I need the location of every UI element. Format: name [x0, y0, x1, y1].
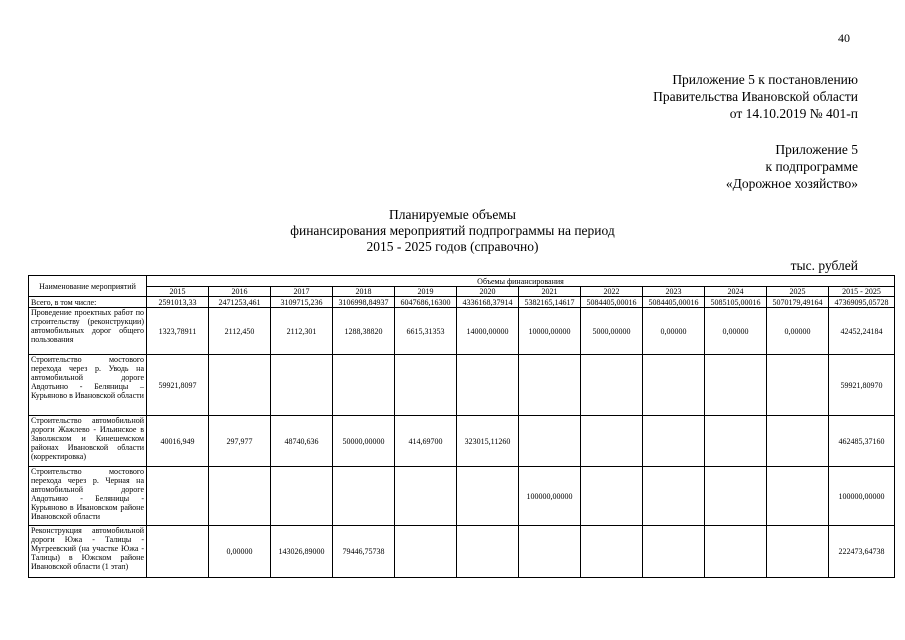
value-cell: 5084405,00016: [643, 297, 705, 308]
value-cell: 59921,80970: [829, 355, 895, 416]
appendix-subprogram-line2: к подпрограмме: [765, 159, 858, 174]
row-name: Строительство мостового перехода через р. Черная на автомобильной дороге Авдотьино - Беляницы - Курьяново в Ивановском районе Ивановской области: [29, 467, 147, 526]
table-row: [29, 526, 895, 578]
value-cell: [581, 416, 643, 467]
value-cell: [457, 467, 519, 526]
value-cell: 1323,78911: [147, 308, 209, 355]
value-cell: [209, 467, 271, 526]
page-number: 40: [838, 31, 850, 45]
value-cell: [395, 467, 457, 526]
value-cell: [209, 355, 271, 416]
header-year: 2020: [457, 287, 519, 297]
header-year: 2025: [767, 287, 829, 297]
value-cell: 0,00000: [209, 526, 271, 578]
header-year: 2021: [519, 287, 581, 297]
appendix-subprogram-block: [726, 141, 858, 192]
value-cell: [519, 355, 581, 416]
value-cell: 5085105,00016: [705, 297, 767, 308]
value-cell: [767, 416, 829, 467]
value-cell: [705, 416, 767, 467]
value-cell: [705, 467, 767, 526]
value-cell: [581, 526, 643, 578]
table-row: [29, 416, 895, 467]
value-cell: 42452,24184: [829, 308, 895, 355]
value-cell: [395, 526, 457, 578]
value-cell: 1288,38820: [333, 308, 395, 355]
value-cell: 100000,00000: [829, 467, 895, 526]
value-cell: [643, 416, 705, 467]
title-line2: финансирования мероприятий подпрограммы на период: [290, 223, 615, 238]
header-name: Наименование мероприятий: [29, 276, 147, 297]
row-name: Строительство мостового перехода через р. Уводь на автомобильной дороге Авдотьино - Беляницы – Курьяново в Ивановской области: [29, 355, 147, 416]
value-cell: 2112,450: [209, 308, 271, 355]
value-cell: 0,00000: [705, 308, 767, 355]
value-cell: [395, 355, 457, 416]
value-cell: [767, 467, 829, 526]
header-year: 2018: [333, 287, 395, 297]
table-row-total: [29, 297, 895, 308]
value-cell: [767, 355, 829, 416]
value-cell: 5000,00000: [581, 308, 643, 355]
header-year: 2015 - 2025: [829, 287, 895, 297]
document-title: [0, 207, 905, 255]
table-row: [29, 355, 895, 416]
header-years-row: [29, 287, 895, 297]
value-cell: [643, 467, 705, 526]
value-cell: 5382165,14617: [519, 297, 581, 308]
table-row: [29, 308, 895, 355]
value-cell: 3106998,84937: [333, 297, 395, 308]
value-cell: 462485,37160: [829, 416, 895, 467]
value-cell: [333, 355, 395, 416]
value-cell: [147, 467, 209, 526]
table-row: [29, 467, 895, 526]
financing-table: [28, 275, 895, 578]
value-cell: [457, 355, 519, 416]
appendix-subprogram-line3: «Дорожное хозяйство»: [725, 176, 858, 191]
value-cell: 297,977: [209, 416, 271, 467]
value-cell: [519, 526, 581, 578]
value-cell: 2112,301: [271, 308, 333, 355]
value-cell: [333, 467, 395, 526]
value-cell: 10000,00000: [519, 308, 581, 355]
value-cell: 222473,64738: [829, 526, 895, 578]
value-cell: 2471253,461: [209, 297, 271, 308]
value-cell: 5084405,00016: [581, 297, 643, 308]
row-name: Проведение проектных работ по строительству (реконструкции) автомобильных дорог общего пользования: [29, 308, 147, 355]
header-year: 2015: [147, 287, 209, 297]
value-cell: 79446,75738: [333, 526, 395, 578]
header-year: 2022: [581, 287, 643, 297]
value-cell: [705, 355, 767, 416]
value-cell: [457, 526, 519, 578]
units-label: тыс. рублей: [790, 258, 858, 273]
value-cell: [581, 355, 643, 416]
value-cell: 3109715,236: [271, 297, 333, 308]
appendix-decree-line1: Приложение 5 к постановлению: [672, 72, 858, 87]
header-year: 2016: [209, 287, 271, 297]
appendix-subprogram-line1: Приложение 5: [775, 142, 858, 157]
value-cell: 6047686,16300: [395, 297, 457, 308]
value-cell: [581, 467, 643, 526]
value-cell: [271, 467, 333, 526]
value-cell: [643, 526, 705, 578]
value-cell: 6615,31353: [395, 308, 457, 355]
value-cell: 100000,00000: [519, 467, 581, 526]
appendix-decree-line3: от 14.10.2019 № 401-п: [729, 106, 858, 121]
value-cell: [271, 355, 333, 416]
header-year: 2017: [271, 287, 333, 297]
value-cell: 59921,8097: [147, 355, 209, 416]
value-cell: [147, 526, 209, 578]
title-line1: Планируемые объемы: [389, 207, 516, 222]
value-cell: 2591013,33: [147, 297, 209, 308]
value-cell: 323015,11260: [457, 416, 519, 467]
value-cell: 0,00000: [767, 308, 829, 355]
value-cell: 414,69700: [395, 416, 457, 467]
value-cell: 47369095,05728: [829, 297, 895, 308]
value-cell: 143026,89000: [271, 526, 333, 578]
row-name: Всего, в том числе:: [29, 297, 147, 308]
value-cell: 5070179,49164: [767, 297, 829, 308]
appendix-decree-line2: Правительства Ивановской области: [653, 89, 858, 104]
title-line3: 2015 - 2025 годов (справочно): [366, 239, 539, 254]
value-cell: 0,00000: [643, 308, 705, 355]
value-cell: [643, 355, 705, 416]
appendix-decree-block: [653, 71, 858, 122]
value-cell: [767, 526, 829, 578]
row-name: Строительство автомобильной дороги Жажлево - Ильинское в Заволжском и Кинешемском районах Ивановской области (корректировка): [29, 416, 147, 467]
value-cell: [705, 526, 767, 578]
value-cell: 4336168,37914: [457, 297, 519, 308]
value-cell: [519, 416, 581, 467]
header-year: 2023: [643, 287, 705, 297]
row-name: Реконструкция автомобильной дороги Южа - Талицы - Мугреевский (на участке Южа - Талицы) в Южском районе Ивановской области (1 этап): [29, 526, 147, 578]
value-cell: 48740,636: [271, 416, 333, 467]
header-financing-group: Объемы финансирования: [147, 276, 895, 287]
value-cell: 40016,949: [147, 416, 209, 467]
header-year: 2024: [705, 287, 767, 297]
header-year: 2019: [395, 287, 457, 297]
value-cell: 14000,00000: [457, 308, 519, 355]
value-cell: 50000,00000: [333, 416, 395, 467]
